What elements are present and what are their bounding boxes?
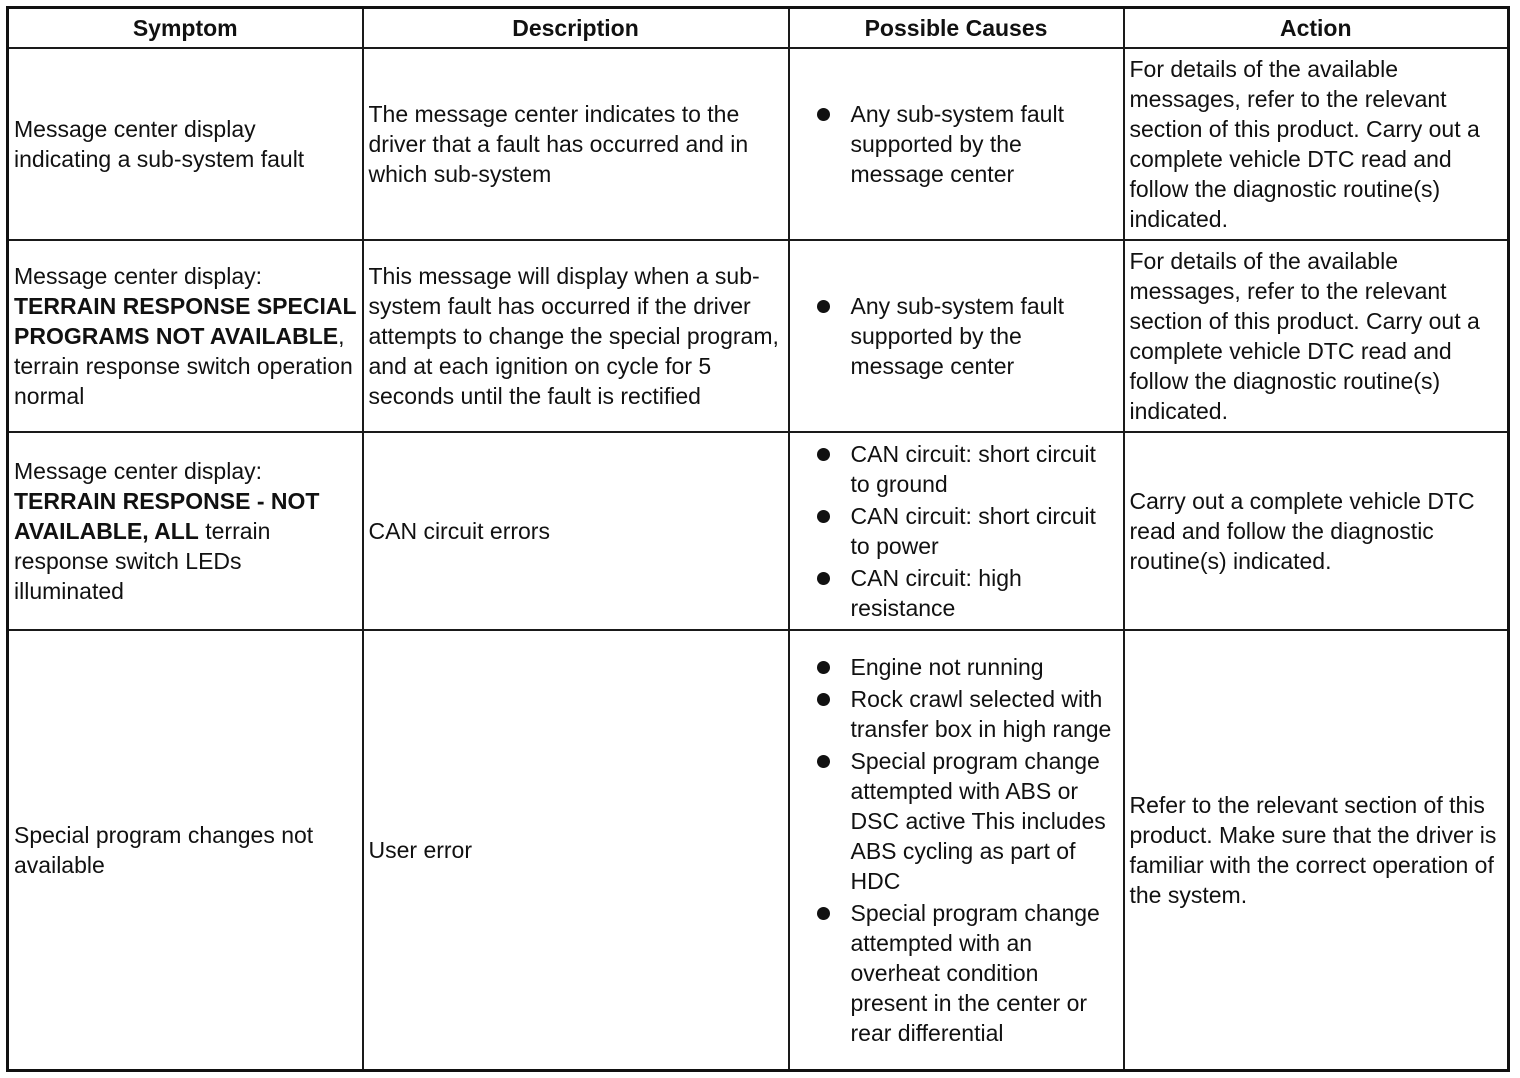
table-row — [8, 48, 1509, 240]
causes-cell — [789, 48, 1124, 240]
table-row — [8, 630, 1509, 1071]
cause-item: CAN circuit: short circuit to power — [817, 501, 1118, 561]
causes-cell — [789, 630, 1124, 1071]
symptom-cell — [8, 432, 363, 630]
description-cell: User error — [363, 630, 789, 1071]
causes-cell — [789, 432, 1124, 630]
header-action: Action — [1124, 8, 1509, 49]
description-cell: This message will display when a sub-system fault has occurred if the driver attempts to change the special program, and at each ignition on cycle for 5 seconds until the fault is rectified — [363, 240, 789, 432]
table-row — [8, 240, 1509, 432]
cause-item: Special program change attempted with an overheat condition present in the center or rear differential — [817, 898, 1118, 1048]
symptom-separator: , — [142, 518, 155, 544]
symptom-emphasis: ALL — [154, 518, 199, 544]
symptom-message: TERRAIN RESPONSE - NOT AVAILABLE — [14, 488, 320, 544]
action-cell: Carry out a complete vehicle DTC read and follow the diagnostic routine(s) indicated. — [1124, 432, 1509, 630]
causes-list — [795, 652, 1118, 1048]
symptom-cell: Message center display indicating a sub-system fault — [8, 48, 363, 240]
header-row — [8, 8, 1509, 49]
symptom-message: TERRAIN RESPONSE SPECIAL PROGRAMS NOT AVAILABLE — [14, 293, 357, 349]
symptom-prefix: Message center display: — [14, 263, 263, 289]
action-cell: For details of the available messages, refer to the relevant section of this product. Carry out a complete vehicle DTC read and follow the diagnostic routine(s) indicated. — [1124, 48, 1509, 240]
description-cell: The message center indicates to the driver that a fault has occurred and in which sub-system — [363, 48, 789, 240]
action-cell: Refer to the relevant section of this product. Make sure that the driver is familiar with the correct operation of the system. — [1124, 630, 1509, 1071]
causes-list — [795, 99, 1118, 189]
causes-cell — [789, 240, 1124, 432]
cause-item: CAN circuit: short circuit to ground — [817, 439, 1118, 499]
header-description: Description — [363, 8, 789, 49]
cause-item: CAN circuit: high resistance — [817, 563, 1118, 623]
action-cell: For details of the available messages, refer to the relevant section of this product. Carry out a complete vehicle DTC read and follow the diagnostic routine(s) indicated. — [1124, 240, 1509, 432]
causes-list — [795, 291, 1118, 381]
causes-list — [795, 439, 1118, 623]
diagnostic-table-container — [6, 6, 1510, 1072]
header-possible-causes: Possible Causes — [789, 8, 1124, 49]
description-cell: CAN circuit errors — [363, 432, 789, 630]
symptom-prefix: Message center display: — [14, 458, 263, 484]
table-row — [8, 432, 1509, 630]
symptom-cell — [8, 240, 363, 432]
cause-item: Engine not running — [817, 652, 1118, 682]
header-symptom: Symptom — [8, 8, 363, 49]
cause-item: Special program change attempted with ABS or DSC active This includes ABS cycling as part of HDC — [817, 746, 1118, 896]
symptom-suffix: , terrain response switch operation normal — [14, 323, 353, 409]
cause-item: Rock crawl selected with transfer box in high range — [817, 684, 1118, 744]
symptom-suffix: terrain response switch LEDs illuminated — [14, 518, 271, 604]
cause-item: Any sub-system fault supported by the message center — [817, 291, 1118, 381]
symptom-diagnosis-table — [6, 6, 1510, 1072]
cause-item: Any sub-system fault supported by the message center — [817, 99, 1118, 189]
symptom-cell: Special program changes not available — [8, 630, 363, 1071]
